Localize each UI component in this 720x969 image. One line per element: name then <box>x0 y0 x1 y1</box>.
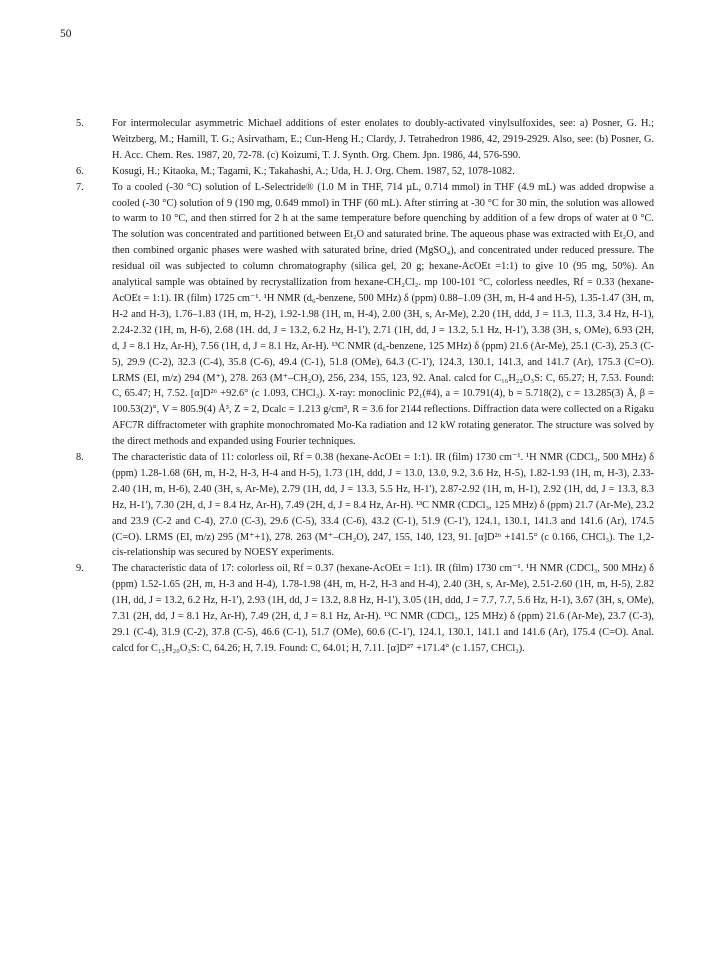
note-7 <box>76 180 654 450</box>
note-text: The characteristic data of 17: colorless oil, Rf = 0.37 (hexane-AcOEt = 1:1). IR (film) 1730 cm⁻¹. ¹H NMR (CDCl₃, 500 MHz) δ (ppm) 1.52-1.65 (2H, m, H-3 and H-4), 1.78-1.98 (4H, m, H-2, H-3 and H-4), 2.40 (3H, s, Ar-Me), 2.51-2.60 (1H, m, H-5), 2.82 (1H, dd, J = 13.2, 6.2 Hz, H-1'), 2.93 (1H, dd, J = 13.2, 8.8 Hz, H-1'), 3.05 (1H, ddd, J = 7.7, 7.7, 5.6 Hz, H-1), 3.67 (3H, s, OMe), 7.31 (2H, dd, J = 8.1 Hz, Ar-H), 7.49 (2H, d, J = 8.1 Hz, Ar-H). ¹³C NMR (CDCl₃, 125 MHz) δ (ppm) 21.6 (Ar-Me), 23.7 (C-3), 29.1 (C-4), 31.9 (C-2), 37.8 (C-5), 46.6 (C-1), 51.7 (OMe), 60.6 (C-1'), 124.1, 130.1, 141.1 and 141.6 (Ar), 175.4 (C=O). Anal. calcd for C₁₅H₂₀O₃S: C, 64.26; H, 7.19. Found: C, 64.01; H, 7.11. [α]D²⁷ +171.4° (c 1.157, CHCl₃). <box>112 563 654 654</box>
note-text: The characteristic data of 11: colorless oil, Rf = 0.38 (hexane-AcOEt = 1:1). IR (film) 1730 cm⁻¹. ¹H NMR (CDCl₃, 500 MHz) δ (ppm) 1.28-1.68 (6H, m, H-2, H-3, H-4 and H-5), 1.73 (1H, ddd, J = 13.0, 13.0, 9.2, 3.6 Hz, H-5), 1.82-1.93 (1H, m, H-3), 2.33-2.40 (1H, m, H-6), 2.40 (3H, s, Ar-Me), 2.79 (1H, dd, J = 13.3, 5.5 Hz, H-1'), 2.87-2.92 (1H, m, H-1), 2.92 (1H, dd, J = 13.3, 8.3 Hz, H-1'), 7.30 (2H, d, J = 8.4 Hz, Ar-H), 7.49 (2H, d, J = 8.4 Hz, Ar-H). ¹³C NMR (CDCl₃, 125 MHz) δ (ppm) 21.7 (Ar-Me), 23.2 and 23.9 (C-2 and C-4), 27.0 (C-3), 29.6 (C-5), 33.4 (C-6), 43.2 (C-1), 51.9 (C-1'), 124.1, 130.1, 141.3 and 141.6 (Ar), 174.5 (C=O). LRMS (EI, m/z) 295 (M⁺+1), 278. 263 (M⁺–CH₂O), 247, 155, 140, 123, 91. [α]D²⁶ +141.5° (c 0.166, CHCl₃). The 1,2-cis-relationship was secured by NOESY experiments. <box>112 452 654 559</box>
note-number: 9. <box>76 563 84 575</box>
note-text: To a cooled (-30 °C) solution of L-Selectride® (1.0 M in THF, 714 µL, 0.714 mmol) in THF (4.9 mL) was added dropwise a cooled (-30 °C) solution of 9 (190 mg, 0.649 mmol) in THF (60 mL). After stirring at -30 °C for 30 min, the solution was allowed to warm to 10 °C, and then stirred for 2 h at the same temperature before quenching by addition of a few drops of water at 0 °C. The solution was concentrated and partitioned between Et₂O and saturated brine. The aqueous phase was extracted with Et₂O, and then combined organic phases were washed with saturated brine, dried (MgSO₄), and concentrated under reduced pressure. The residual oil was subjected to column chromatography (silica gel, 20 g; hexane-AcOEt =1:1) to give 10 (95 mg, 50%). An analytical sample was obtained by recrystallization from hexane-CH₂Cl₂. mp 100-101 °C, colorless needles, Rf = 0.33 (hexane-AcOEt = 1:1). IR (film) 1725 cm⁻¹. ¹H NMR (d₆-benzene, 500 MHz) δ (ppm) 0.88–1.09 (3H, m, H-4 and H-5), 1.35-1.47 (3H, m, H-2 and H-3), 1.76–1.83 (1H, m, H-2), 1.92-1.98 (1H, m, H-4), 2.00 (3H, s, Ar-Me), 2.20 (1H, ddd, J = 11.3, 11.3, 3.4 Hz, H-1), 2.24-2.32 (1H, m, H-6), 2.68 (1H. dd, J = 13.2, 6.2 Hz, H-1'), 2.71 (1H, dd, J = 13.2, 5.1 Hz, H-1'), 3.38 (3H, s, OMe), 6.93 (2H, d, J = 8.1 Hz, Ar-H), 7.56 (1H, d, J = 8.1 Hz, Ar-H). ¹³C NMR (d₆-benzene, 125 MHz) δ (ppm) 21.6 (Ar-Me), 25.1 (C-3), 25.3 (C-5), 29.9 (C-2), 32.3 (C-4), 35.8 (C-6), 49.4 (C-1), 51.8 (OMe), 64.3 (C-1'), 124.3, 130.1, 141.3, and 141.7 (Ar), 175.3 (C=O). LRMS (EI, m/z) 294 (M⁺), 278. 263 (M⁺–CH₂O), 256, 234, 155, 123, 92. Anal. calcd for C₁₆H₂₂O₃S: C, 65.27; H, 7.53. Found: C, 65.47; H, 7.52. [α]D²⁶ +92.6° (c 1.093, CHCl₃). X-ray: monoclinic P2₁(#4), a = 10.791(4), b = 5.718(2), c = 13.285(3) Å, β = 100.53(2)°, V = 805.9(4) Å³, Z = 2, Dcalc = 1.213 g/cm³, R = 3.6 for 2144 reflections. Diffraction data were collected on a Rigaku AFC7R diffractometer with graphite monochromated Mo-Ka radiation and 12 kW rotating generator. The structure was solved by the direct methods and expanded using Fourier techniques. <box>112 181 654 448</box>
note-6 <box>76 164 654 180</box>
note-number: 6. <box>76 165 84 177</box>
note-number: 8. <box>76 452 84 464</box>
note-number: 7. <box>76 181 84 193</box>
note-5 <box>76 116 654 164</box>
note-number: 5. <box>76 118 84 129</box>
reference-notes <box>76 116 654 657</box>
note-text: Kosugi, H.; Kitaoka, M.; Tagami, K.; Takahashi, A.; Uda, H. J. Org. Chem. 1987, 52, 1078-1082. <box>112 165 515 177</box>
page-number: 50 <box>60 28 72 40</box>
note-text: For intermolecular asymmetric Michael additions of ester enolates to doubly-activated vinylsulfoxides, see: a) Posner, G. H.; Weitzberg, M.; Hamill, T. G.; Asirvatham, E.; Cun-Heng H.; Clardy, J. Tetrahedron 1986, 42, 2919-2929. Also, see: (b) Posner, G. H. Acc. Chem. Res. 1987, 20, 72-78. (c) Koizumi, T. J. Synth. Org. Chem. Jpn. 1986, 44, 576-590. <box>112 118 654 161</box>
note-9 <box>76 561 654 656</box>
note-8 <box>76 450 654 561</box>
